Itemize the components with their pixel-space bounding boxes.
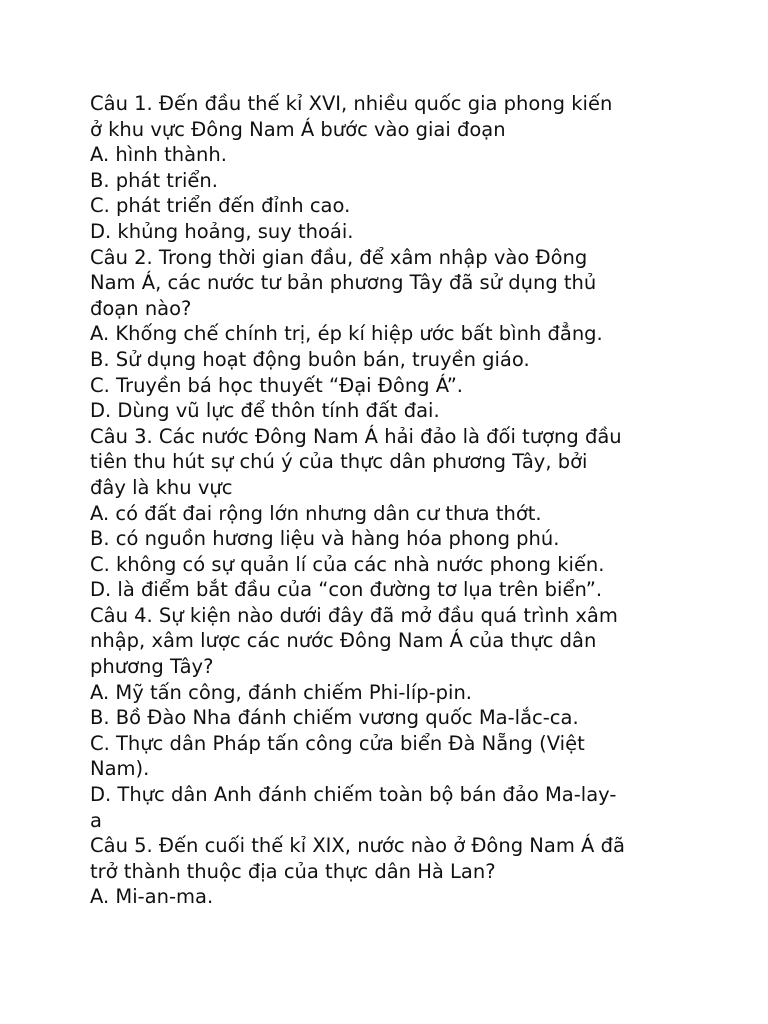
question-2-option-b: B. Sử dụng hoạt động buôn bán, truyền giáo. bbox=[90, 347, 530, 371]
question-4-option-d-line-2: a bbox=[90, 808, 102, 832]
question-4-option-a: A. Mỹ tấn công, đánh chiếm Phi-líp-pin. bbox=[90, 680, 473, 704]
question-3-line-1: Câu 3. Các nước Đông Nam Á hải đảo là đối tượng đầu bbox=[90, 424, 622, 448]
question-3-line-2: tiên thu hút sự chú ý của thực dân phương Tây, bởi bbox=[90, 450, 588, 474]
question-1-line-1: Câu 1. Đến đầu thế kỉ XVI, nhiều quốc gia phong kiến bbox=[90, 92, 613, 115]
question-3-line-3: đây là khu vực bbox=[90, 475, 233, 499]
question-1-option-a: A. hình thành. bbox=[90, 143, 227, 167]
question-2-line-3: đoạn nào? bbox=[90, 296, 192, 320]
question-3-option-a: A. có đất đai rộng lớn nhưng dân cư thưa thớt. bbox=[90, 501, 542, 525]
question-2-line-1: Câu 2. Trong thời gian đầu, để xâm nhập vào Đông bbox=[90, 245, 588, 269]
question-4-option-b: B. Bồ Đào Nha đánh chiếm vương quốc Ma-lắc-ca. bbox=[90, 706, 579, 730]
question-1-option-b: B. phát triển. bbox=[90, 168, 218, 192]
question-2-option-a: A. Khống chế chính trị, ép kí hiệp ước bất bình đẳng. bbox=[90, 322, 603, 346]
question-1-option-d: D. khủng hoảng, suy thoái. bbox=[90, 219, 354, 243]
question-2-option-c: C. Truyền bá học thuyết “Đại Đông Á”. bbox=[90, 373, 463, 397]
document-body bbox=[90, 91, 690, 910]
question-1-line-2: ở khu vực Đông Nam Á bước vào giai đoạn bbox=[90, 117, 506, 141]
question-5-line-2: trở thành thuộc địa của thực dân Hà Lan? bbox=[90, 859, 496, 883]
question-4-option-c-line-1: C. Thực dân Pháp tấn công cửa biển Đà Nẵng (Việt bbox=[90, 731, 585, 755]
question-2-option-d: D. Dùng vũ lực để thôn tính đất đai. bbox=[90, 399, 440, 423]
question-5-line-1: Câu 5. Đến cuối thế kỉ XIX, nước nào ở Đông Nam Á đã bbox=[90, 834, 625, 858]
question-4-line-2: nhập, xâm lược các nước Đông Nam Á của thực dân bbox=[90, 629, 597, 653]
question-4-line-1: Câu 4. Sự kiện nào dưới đây đã mở đầu quá trình xâm bbox=[90, 603, 618, 627]
question-3-option-d: D. là điểm bắt đầu của “con đường tơ lụa trên biển”. bbox=[90, 578, 603, 602]
question-3-option-b: B. có nguồn hương liệu và hàng hóa phong phú. bbox=[90, 527, 560, 551]
question-4-option-c-line-2: Nam). bbox=[90, 757, 150, 781]
question-3-option-c: C. không có sự quản lí của các nhà nước phong kiến. bbox=[90, 552, 605, 576]
question-2-line-2: Nam Á, các nước tư bản phương Tây đã sử dụng thủ bbox=[90, 271, 597, 295]
question-4-line-3: phương Tây? bbox=[90, 655, 214, 679]
question-1-option-c: C. phát triển đến đỉnh cao. bbox=[90, 194, 351, 218]
question-5-option-a: A. Mi-an-ma. bbox=[90, 885, 214, 909]
question-4-option-d-line-1: D. Thực dân Anh đánh chiếm toàn bộ bán đảo Ma-lay- bbox=[90, 783, 617, 807]
